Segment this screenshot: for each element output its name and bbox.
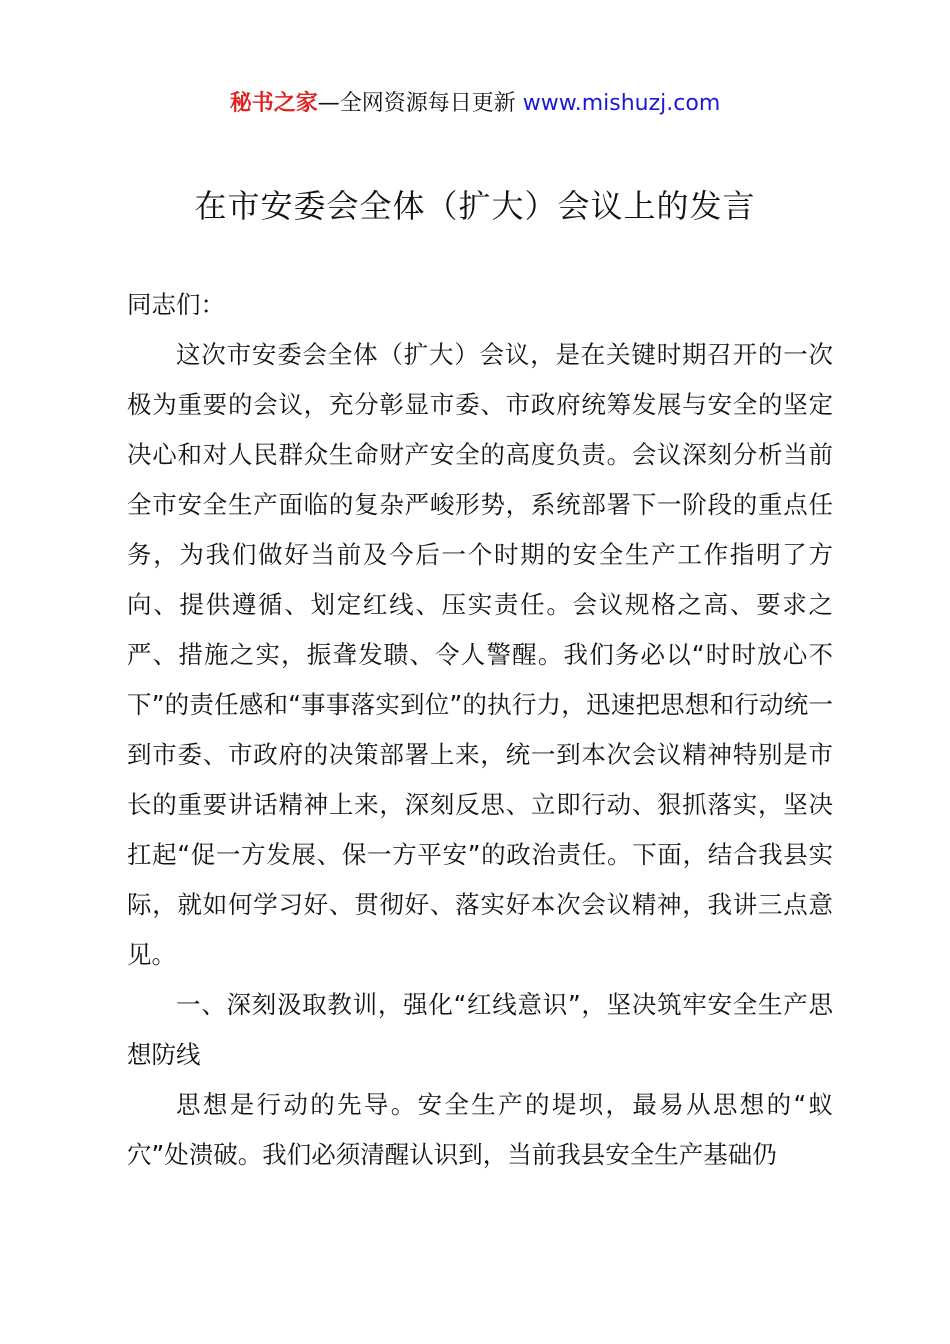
body-paragraph: 这次市安委会全体（扩大）会议，是在关键时期召开的一次极为重要的会议，充分彰显市委、市政府统筹发展与安全的坚定决心和对人民群众生命财产安全的高度负责。会议深刻分析当前全市安全生产面临的复杂严峻形势，系统部署下一阶段的重点任务，为我们做好当前及今后一个时期的安全生产工作指明了方向、提供遵循、划定红线、压实责任。会议规格之高、要求之严、措施之实，振聋发聩、令人警醒。我们务必以“时时放心不下”的责任感和“事事落实到位”的执行力，迅速把思想和行动统一到市委、市政府的决策部署上来，统一到本次会议精神特别是市长的重要讲话精神上来，深刻反思、立即行动、狠抓落实，坚决扛起“促一方发展、保一方平安”的政治责任。下面，结合我县实际，就如何学习好、贯彻好、落实好本次会议精神，我讲三点意见。	[127, 340, 833, 969]
header-tagline: —全网资源每日更新	[317, 91, 523, 116]
brand-name: 秘书之家	[229, 91, 318, 116]
section-heading: 一、深刻汲取教训，强化“红线意识”，坚决筑牢安全生产思想防线	[127, 990, 833, 1069]
salutation: 同志们：	[127, 290, 225, 319]
section-paragraph: 思想是行动的先导。安全生产的堤坝，最易从思想的“蚁穴”处溃破。我们必须清醒认识到，当前我县安全生产基础仍	[127, 1090, 833, 1169]
document-title: 在市安委会全体（扩大）会议上的发言	[194, 187, 756, 225]
site-header	[0, 86, 950, 122]
document-body	[127, 280, 833, 1180]
site-url-link[interactable]: www.mishuzj.com	[522, 91, 721, 116]
